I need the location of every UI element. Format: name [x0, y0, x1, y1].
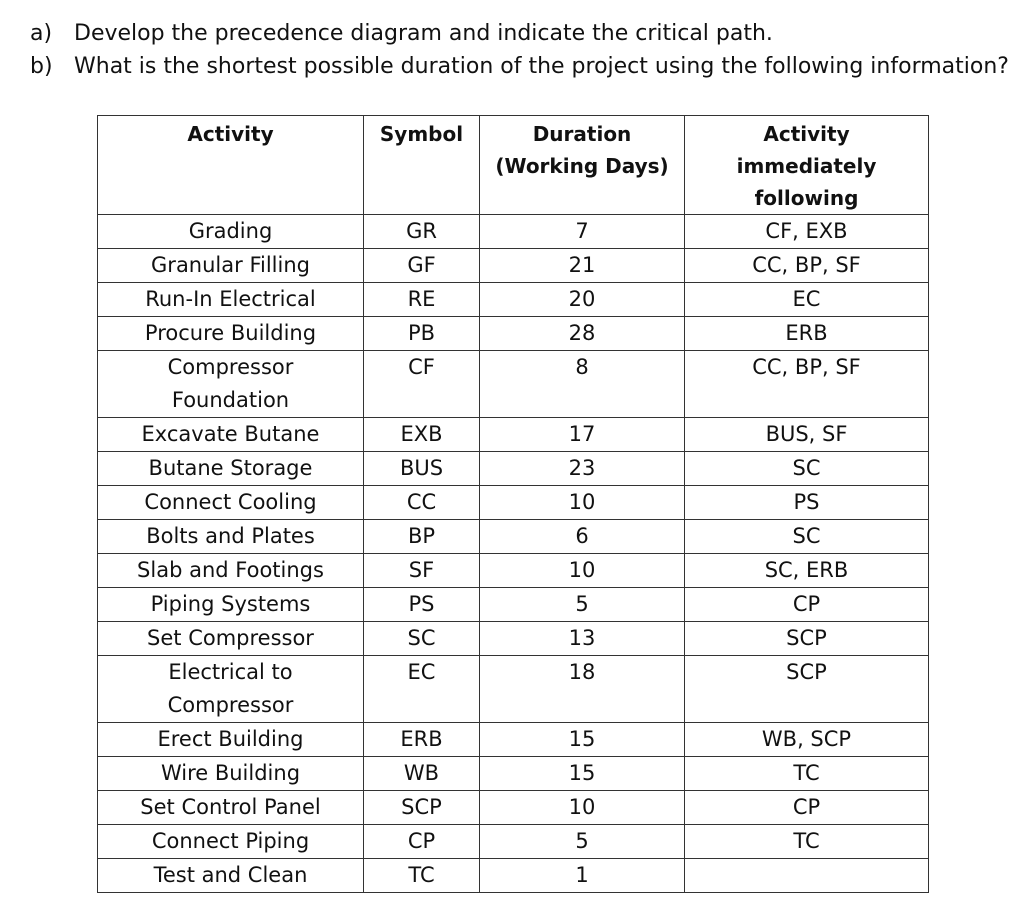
cell-activity-line1: Electrical to — [168, 660, 293, 684]
header-following-line3: following — [754, 186, 859, 210]
cell-symbol: PS — [364, 588, 480, 622]
cell-symbol: GR — [364, 215, 480, 249]
table-row — [98, 249, 929, 283]
table-row — [98, 283, 929, 317]
cell-duration: 18 — [480, 656, 685, 723]
cell-following: EC — [685, 283, 929, 317]
cell-symbol: EC — [364, 656, 480, 723]
header-duration-line2: (Working Days) — [495, 154, 669, 178]
table-row — [98, 622, 929, 656]
cell-duration: 5 — [480, 825, 685, 859]
cell-activity-line1: Compressor — [167, 355, 294, 379]
table-row — [98, 486, 929, 520]
cell-following: CC, BP, SF — [685, 249, 929, 283]
cell-duration: 15 — [480, 757, 685, 791]
cell-following: SCP — [685, 622, 929, 656]
cell-duration: 20 — [480, 283, 685, 317]
cell-activity: Bolts and Plates — [98, 520, 364, 554]
cell-activity: Grading — [98, 215, 364, 249]
cell-symbol: BP — [364, 520, 480, 554]
cell-symbol: CP — [364, 825, 480, 859]
header-duration — [480, 116, 685, 215]
cell-activity: Granular Filling — [98, 249, 364, 283]
table-header-row — [98, 116, 929, 215]
cell-following: SCP — [685, 656, 929, 723]
table-row — [98, 656, 929, 723]
cell-following — [685, 859, 929, 893]
cell-symbol: CC — [364, 486, 480, 520]
table-row — [98, 520, 929, 554]
question-b — [30, 52, 1009, 82]
question-text: What is the shortest possible duration of the project using the following information? — [74, 54, 1009, 79]
cell-duration: 10 — [480, 554, 685, 588]
cell-activity: Set Compressor — [98, 622, 364, 656]
cell-following: SC — [685, 452, 929, 486]
cell-following: SC — [685, 520, 929, 554]
cell-symbol: CF — [364, 351, 480, 418]
header-symbol: Symbol — [364, 116, 480, 215]
cell-following: CF, EXB — [685, 215, 929, 249]
cell-symbol: PB — [364, 317, 480, 351]
cell-following: TC — [685, 825, 929, 859]
cell-following: CP — [685, 791, 929, 825]
table-row — [98, 859, 929, 893]
header-following — [685, 116, 929, 215]
cell-duration: 21 — [480, 249, 685, 283]
cell-activity: Connect Cooling — [98, 486, 364, 520]
header-duration-line1: Duration — [532, 122, 632, 146]
cell-symbol: GF — [364, 249, 480, 283]
cell-activity — [98, 351, 364, 418]
cell-duration: 23 — [480, 452, 685, 486]
table-row — [98, 588, 929, 622]
header-activity: Activity — [98, 116, 364, 215]
question-label: b) — [30, 54, 53, 79]
cell-following: BUS, SF — [685, 418, 929, 452]
cell-following: ERB — [685, 317, 929, 351]
cell-following: WB, SCP — [685, 723, 929, 757]
cell-duration: 7 — [480, 215, 685, 249]
cell-duration: 28 — [480, 317, 685, 351]
cell-duration: 6 — [480, 520, 685, 554]
cell-symbol: TC — [364, 859, 480, 893]
cell-duration: 1 — [480, 859, 685, 893]
cell-activity-line2: Foundation — [171, 388, 290, 412]
cell-activity: Set Control Panel — [98, 791, 364, 825]
cell-following: SC, ERB — [685, 554, 929, 588]
cell-following: CP — [685, 588, 929, 622]
cell-duration: 5 — [480, 588, 685, 622]
cell-symbol: SCP — [364, 791, 480, 825]
cell-activity: Test and Clean — [98, 859, 364, 893]
cell-activity: Procure Building — [98, 317, 364, 351]
table-row — [98, 215, 929, 249]
cell-symbol: BUS — [364, 452, 480, 486]
table-row — [98, 452, 929, 486]
cell-activity: Run-In Electrical — [98, 283, 364, 317]
cell-activity: Butane Storage — [98, 452, 364, 486]
table-row — [98, 554, 929, 588]
cell-activity — [98, 656, 364, 723]
table-row — [98, 351, 929, 418]
cell-following: CC, BP, SF — [685, 351, 929, 418]
header-following-line2: immediately — [736, 154, 877, 178]
activity-table — [97, 115, 929, 893]
question-label: a) — [30, 21, 53, 46]
cell-symbol: SC — [364, 622, 480, 656]
cell-duration: 13 — [480, 622, 685, 656]
cell-activity: Slab and Footings — [98, 554, 364, 588]
cell-activity: Piping Systems — [98, 588, 364, 622]
table-row — [98, 757, 929, 791]
table-row — [98, 418, 929, 452]
cell-symbol: WB — [364, 757, 480, 791]
cell-duration: 10 — [480, 791, 685, 825]
cell-activity-line2: Compressor — [167, 693, 294, 717]
cell-symbol: ERB — [364, 723, 480, 757]
table-row — [98, 723, 929, 757]
cell-activity: Connect Piping — [98, 825, 364, 859]
cell-symbol: EXB — [364, 418, 480, 452]
table-row — [98, 825, 929, 859]
question-a — [30, 19, 773, 49]
cell-activity: Excavate Butane — [98, 418, 364, 452]
cell-following: TC — [685, 757, 929, 791]
cell-duration: 10 — [480, 486, 685, 520]
cell-duration: 8 — [480, 351, 685, 418]
header-following-line1: Activity — [763, 122, 850, 146]
cell-activity: Erect Building — [98, 723, 364, 757]
cell-activity: Wire Building — [98, 757, 364, 791]
cell-duration: 17 — [480, 418, 685, 452]
cell-symbol: RE — [364, 283, 480, 317]
cell-symbol: SF — [364, 554, 480, 588]
table-row — [98, 791, 929, 825]
table-row — [98, 317, 929, 351]
cell-duration: 15 — [480, 723, 685, 757]
cell-following: PS — [685, 486, 929, 520]
question-text: Develop the precedence diagram and indicate the critical path. — [74, 21, 773, 46]
